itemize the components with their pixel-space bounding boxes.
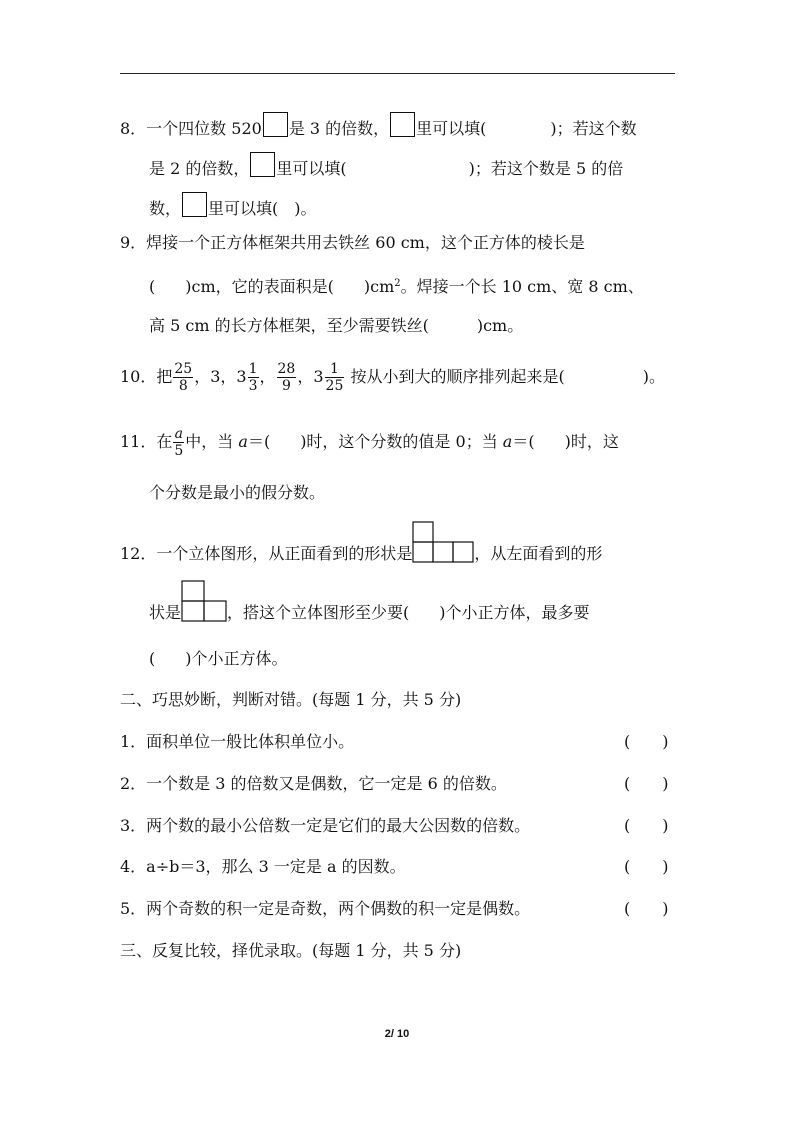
q9-line-1: 9．焊接一个正方体框架共用去铁丝 60 cm，这个正方体的棱长是 — [120, 233, 585, 252]
judge-answer-paren[interactable]: ( ) — [624, 816, 669, 835]
judge-answer-paren[interactable]: ( ) — [624, 774, 669, 793]
q12-line-3 — [149, 648, 288, 670]
front-view-figure — [412, 521, 474, 579]
q12-text: ( — [149, 649, 156, 668]
q12-text: ，搭这个立体图形至少要( — [227, 603, 410, 622]
left-view-figure — [181, 580, 227, 638]
denominator: 5 — [174, 443, 184, 459]
q11-text: 中，当 — [185, 432, 239, 451]
answer-box[interactable] — [263, 112, 288, 137]
q11-line-2: 个分数是最小的假分数。 — [149, 483, 326, 502]
q8-line-3 — [149, 192, 317, 220]
q9-text: )cm。 — [476, 316, 524, 335]
variable-a: a — [238, 432, 248, 451]
q9-text: ( — [149, 277, 156, 296]
q8-line-2 — [149, 152, 623, 180]
q10-text: 10．把 — [120, 367, 173, 386]
q9-text: )cm — [363, 277, 395, 296]
q8-text: 里可以填( — [208, 199, 279, 218]
q9-line-3 — [149, 315, 523, 337]
q8-text: 8．一个四位数 520 — [120, 119, 262, 138]
numerator: 28 — [277, 361, 296, 377]
q12-text: )个小正方体，最多要 — [439, 603, 590, 622]
q11-line-1 — [120, 420, 619, 464]
q9-text: 高 5 cm 的长方体框架，至少需要铁丝( — [149, 316, 429, 335]
q8-text: )；若这个数 — [550, 119, 637, 138]
q11-text: ＝( — [247, 432, 271, 451]
q8-text: 里可以填( — [276, 159, 347, 178]
q8-text: )。 — [294, 199, 317, 218]
denominator: 8 — [178, 378, 188, 394]
q12-text: 12．一个立体图形，从正面看到的形状是 — [120, 544, 413, 563]
q8-text: 数， — [149, 199, 182, 218]
numerator: 1 — [248, 361, 258, 377]
numerator: a — [174, 426, 184, 442]
q12-text: )个小正方体。 — [185, 649, 288, 668]
section-3-title: 三、反复比较，择优录取。(每题 1 分，共 5 分) — [120, 941, 462, 960]
fraction — [173, 361, 193, 394]
denominator: 25 — [325, 378, 344, 394]
judge-item-2: 2．一个数是 3 的倍数又是偶数，它一定是 6 的倍数。 — [120, 774, 507, 793]
judge-item-1: 1．面积单位一般比体积单位小。 — [120, 732, 355, 751]
q8-line-1 — [120, 112, 637, 140]
q12-line-2 — [149, 580, 590, 638]
q8-text: 里可以填( — [416, 119, 487, 138]
judge-answer-paren[interactable]: ( ) — [624, 857, 669, 876]
q12-text: ，从左面看到的形 — [474, 544, 603, 563]
fraction — [277, 361, 297, 394]
header-rule — [120, 73, 675, 74]
judge-answer-paren[interactable]: ( ) — [624, 899, 669, 918]
q12-text: 状是 — [149, 603, 182, 622]
q9-text: 。焊接一个长 10 cm、宽 8 cm、 — [400, 277, 644, 296]
fraction — [248, 361, 259, 394]
page-number: 2/ 10 — [384, 1028, 410, 1040]
q9-text: )cm，它的表面积是( — [185, 277, 334, 296]
q12-line-1 — [120, 521, 602, 579]
variable-a: a — [502, 432, 513, 451]
q10-line — [120, 355, 665, 399]
judge-answer-paren[interactable]: ( ) — [624, 732, 669, 751]
answer-box[interactable] — [182, 192, 207, 217]
q10-text: ，3 — [297, 367, 324, 386]
q8-text: 是 3 的倍数， — [288, 119, 390, 138]
q10-text: )。 — [642, 367, 665, 386]
answer-box[interactable] — [250, 152, 275, 177]
fraction — [325, 361, 345, 394]
superscript: 2 — [394, 278, 401, 289]
q8-text: )；若这个数是 5 的倍 — [468, 159, 624, 178]
fraction — [173, 426, 184, 459]
q8-text: 是 2 的倍数， — [149, 159, 250, 178]
q10-text: ，3，3 — [194, 367, 247, 386]
q11-text: 11．在 — [120, 432, 173, 451]
answer-box[interactable] — [390, 112, 415, 137]
section-2-title: 二、巧思妙断，判断对错。(每题 1 分，共 5 分) — [120, 690, 462, 709]
denominator: 9 — [281, 378, 291, 394]
q11-text: )时，这 — [564, 432, 619, 451]
judge-item-4: 4．a÷b＝3，那么 3 一定是 a 的因数。 — [120, 857, 406, 876]
judge-item-3: 3．两个数的最小公倍数一定是它们的最大公因数的倍数。 — [120, 816, 531, 835]
denominator: 3 — [248, 378, 258, 394]
q11-text: )时，这个分数的值是 0；当 — [300, 432, 503, 451]
q11-text: ＝( — [512, 432, 535, 451]
numerator: 25 — [174, 361, 193, 377]
q10-text: ， — [259, 367, 276, 386]
judge-item-5: 5．两个奇数的积一定是奇数，两个偶数的积一定是偶数。 — [120, 899, 531, 918]
q9-line-2 — [149, 273, 644, 298]
q10-text: 按从小到大的顺序排列起来是( — [345, 367, 565, 386]
numerator: 1 — [325, 361, 345, 378]
